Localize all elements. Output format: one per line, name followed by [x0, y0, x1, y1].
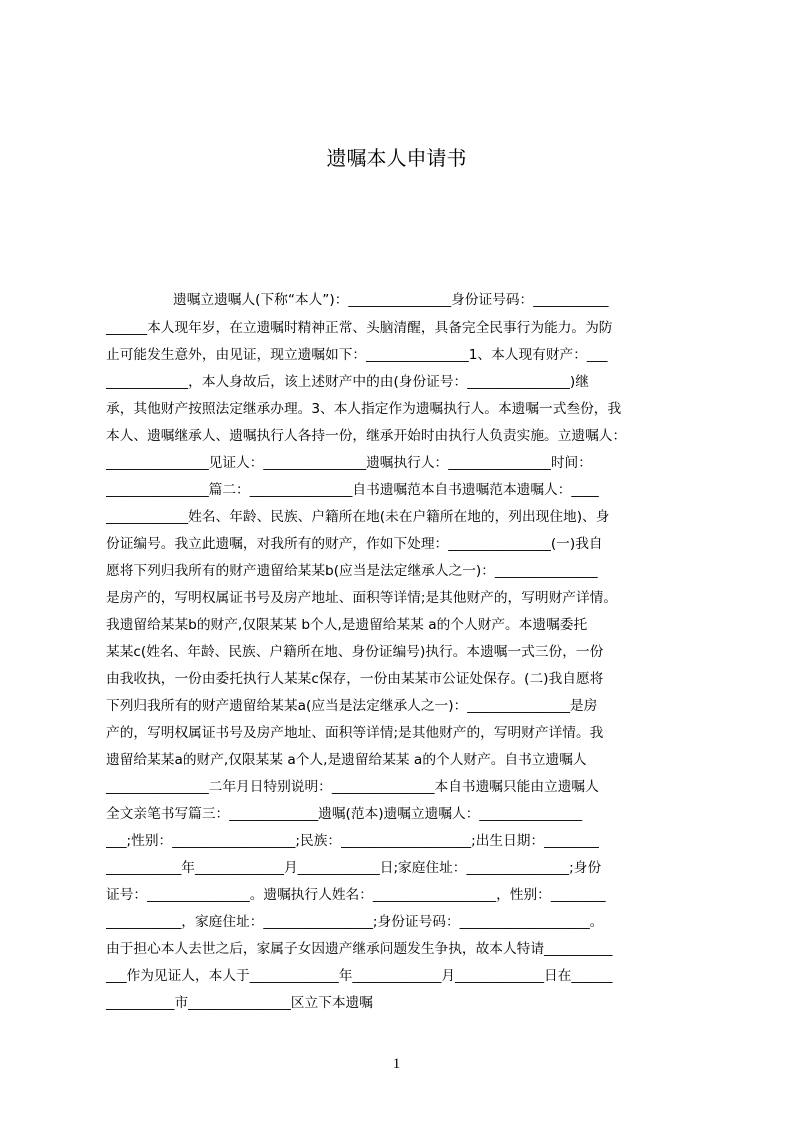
body-line-8: _______________篇二：_______________自书遗嘱范本自书遗嘱范本遗嘱人：____: [106, 482, 599, 498]
body-line-11: 愿将下列归我所有的财产遗留给某某b(应当是法定继承人之一)：_______________: [106, 563, 598, 579]
body-line-22: ___________年_____________月____________日;家庭住址：_______________;身份: [106, 860, 602, 876]
body-line-2: ______本人现年岁，在立遗嘱时精神正常、头脑清醒，具备完全民事行为能力。为防: [106, 320, 613, 336]
body-line-27: __________市_______________区立下本遗嘱: [106, 995, 373, 1011]
body-line-18: 遗留给某某a的财产,仅限某某 a个人,是遗留给某某 a的个人财产。自书立遗嘱人: [106, 752, 587, 768]
body-line-16: 下列归我所有的财产遗留给某某a(应当是法定继承人之一)：_______________是房: [106, 698, 598, 714]
body-line-21: ___;性别：__________________;民族：___________________;出生日期：________: [106, 833, 599, 849]
body-line-12: 是房产的，写明权属证书号及房产地址、面积等详情;是其他财产的，写明财产详情。: [106, 590, 618, 606]
body-line-3: 止可能发生意外，由见证，现立遗嘱如下：_______________1、本人现有财产：___: [106, 347, 608, 363]
body-line-20: 全文亲笔书写篇三：_____________遗嘱(范本)遗嘱立遗嘱人：_______________: [106, 806, 583, 822]
body-line-19: _______________二年月日特别说明：_______________本自书遗嘱只能由立遗嘱人: [106, 779, 599, 795]
body-line-13: 我遗留给某某b的财产,仅限某某 b个人,是遗留给某某 a的个人财产。本遗嘱委托: [106, 617, 588, 633]
document-title: 遗嘱本人申请书: [326, 146, 467, 170]
body-line-26: ___作为见证人，本人于_____________年_____________月_____________日在______: [106, 968, 613, 984]
body-line-14: 某某c(姓名、年龄、民族、户籍所在地、身份证编号)执行。本遗嘱一式三份，一份: [106, 644, 604, 660]
body-line-6: 本人、遗嘱继承人、遗嘱执行人各持一份，继承开始时由执行人负责实施。立遗嘱人：: [106, 428, 627, 444]
body-line-7: _______________见证人：_______________遗嘱执行人：_______________时间：: [106, 455, 592, 471]
body-line-25: 由于担心本人去世之后，家属子女因遗产继承问题发生争执，故本人特请__________: [106, 941, 613, 957]
body-line-9: ____________姓名、年龄、民族、户籍所在地(未在户籍所在地的，列出现住地)、身: [106, 509, 610, 525]
body-line-17: 产的，写明权属证书号及房产地址、面积等详情;是其他财产的，写明财产详情。我: [106, 725, 604, 741]
body-line-15: 由我收执，一份由委托执行人某某c保存，一份由某某市公证处保存。(二)我自愿将: [106, 671, 604, 687]
body-line-24: ___________，家庭住址：________________;身份证号码：___________________。: [106, 914, 604, 930]
body-line-10: 份证编号。我立此遗嘱，对我所有的财产，作如下处理：_______________(一)我自: [106, 536, 603, 552]
body-line-1: 遗嘱立遗嘱人(下称“本人”)：_______________身份证号码：___________: [173, 292, 609, 308]
page-number: 1: [392, 1056, 401, 1072]
body-line-23: 证号：_______________。遗嘱执行人姓名：__________________，性别：________: [106, 887, 606, 903]
body-line-5: 承，其他财产按照法定继承办理。3、本人指定作为遗嘱执行人。本遗嘱一式叁份，我: [106, 401, 622, 417]
body-line-4: ____________，本人身故后，该上述财产中的由(身份证号：_______________)继: [106, 374, 589, 390]
